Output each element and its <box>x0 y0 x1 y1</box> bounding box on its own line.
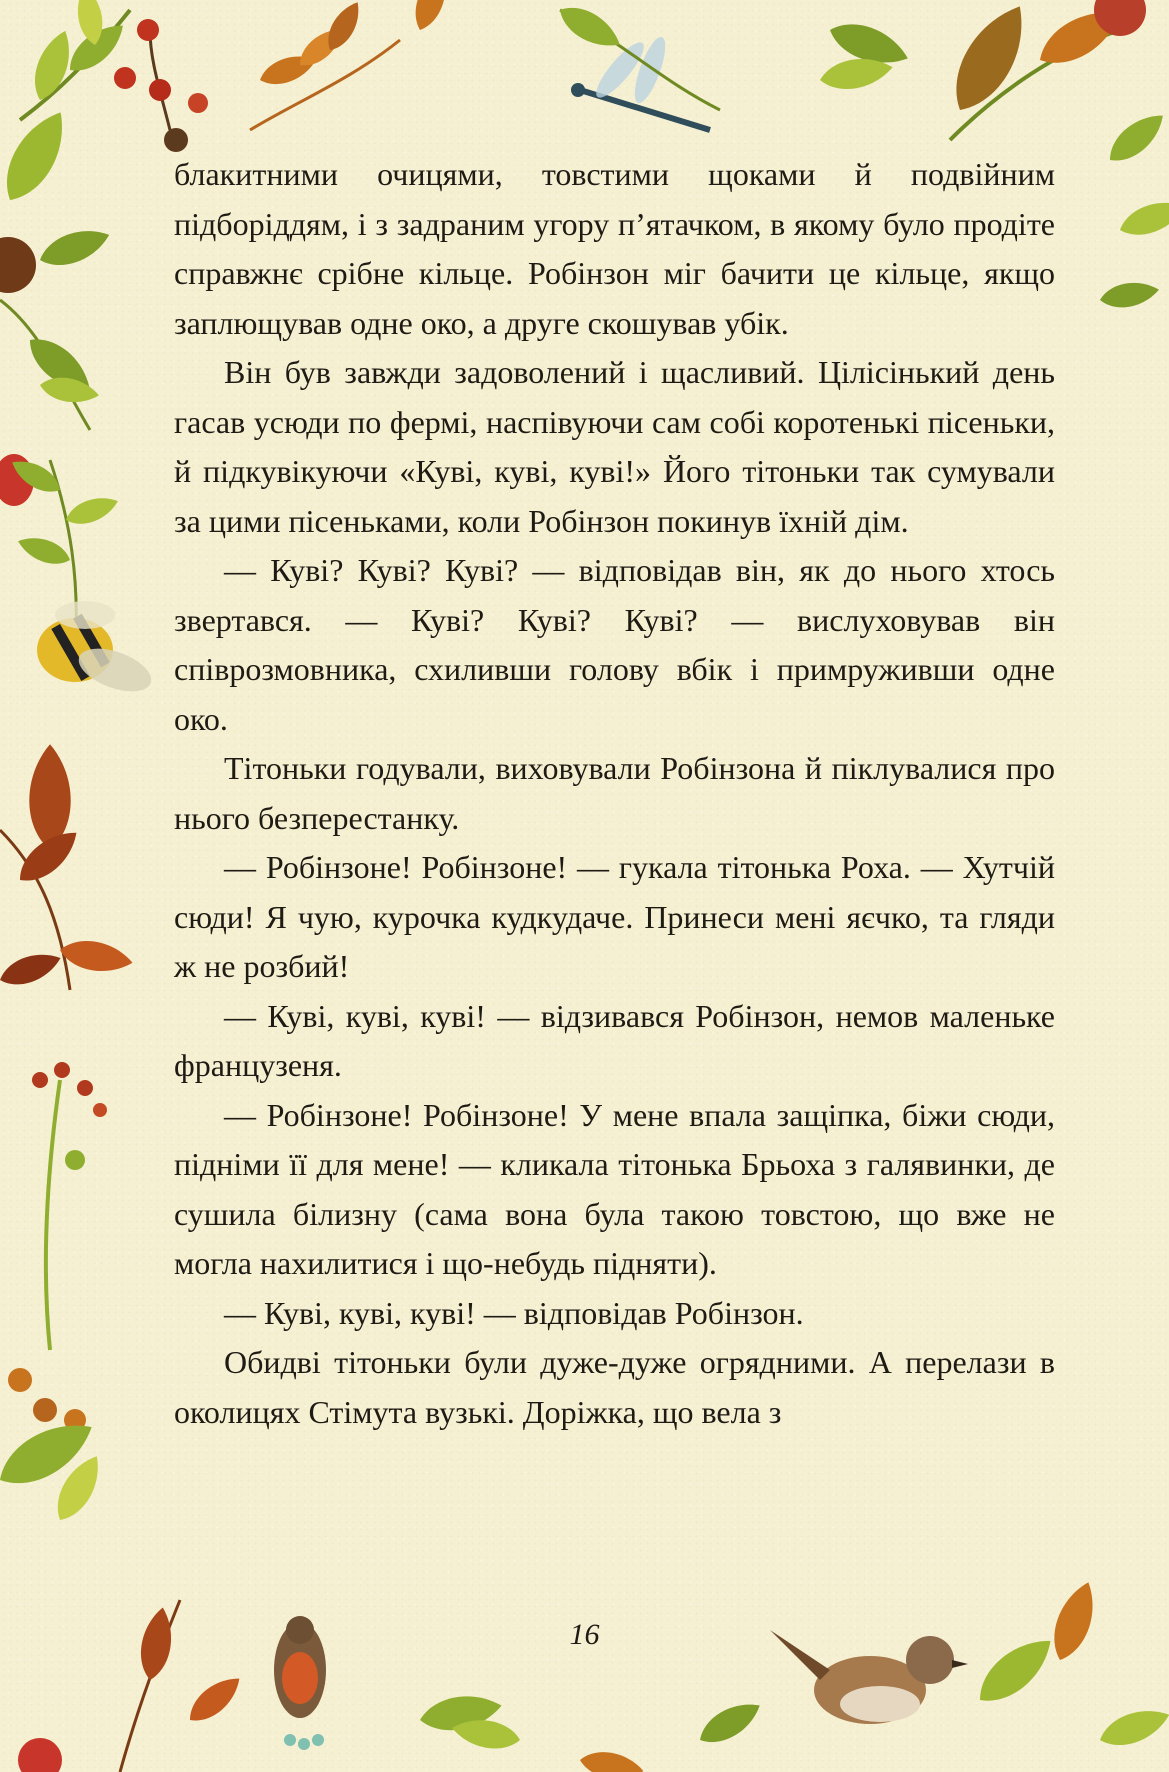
top-left-leaves <box>0 0 132 274</box>
dragonfly-illustration <box>571 34 710 130</box>
red-berries-top <box>114 19 208 152</box>
paragraph: — Куві, куві, куві! — відзивався Робінзон, немов маленьке французеня. <box>174 997 1055 1083</box>
paragraph: — Робінзоне! Робінзоне! У мене впала защіпка, біжи сюди, підніми її для мене! — кликала тітонька Брьоха з галявинки, де сушила білизну (сама вона була такою товстою, що вже не могла нахилитися і що-небудь підняти). <box>174 1096 1055 1281</box>
body-text <box>174 150 1055 1437</box>
red-flowers-left <box>0 1062 109 1772</box>
paragraph: блакитними очицями, товстими щоками й подвійним підборіддям, і з задраним угору п’ятачком, в якому було продіте справжнє срібне кільце. Робінзон міг бачити це кільце, якщо заплющував одне око, а друге скошував убік. <box>174 156 1055 341</box>
left-border-plants <box>0 237 122 650</box>
paragraph: Він був завжди задоволений і щасливий. Цілісінький день гасав усюди по фермі, наспівуючи сам собі коротенькі пісеньки, й підкувікуючи «Куві, куві, куві!» Його тітоньки так сумували за цими пісеньками, коли Робінзон покинув їхній дім. <box>174 354 1055 539</box>
paragraph: — Куві? Куві? Куві? — відповідав він, як до нього хтось звертався. — Куві? Куві? Куві? — вислуховував він співрозмовника, схиливши голову вбік і примруживши одне око. <box>174 552 1055 737</box>
autumn-leaves-left <box>0 744 135 992</box>
paragraph: Тітоньки годували, виховували Робінзона й піклувалися про нього безперестанку. <box>174 750 1055 836</box>
paragraph: Обидві тітоньки були дуже-дуже огрядними. А перелази в околицях Стімута вузькі. Доріжка, що вела з <box>174 1344 1055 1430</box>
paragraph: — Куві, куві, куві! — відповідав Робінзон. <box>224 1294 804 1331</box>
orange-sprigs-top <box>250 0 454 130</box>
page-number: 16 <box>569 1618 600 1651</box>
paragraph: — Робінзоне! Робінзоне! — гукала тітонька Роха. — Хутчій сюди! Я чую, курочка кудкудаче. Принеси мені яєчко, та гляди ж не розбий! <box>174 849 1055 984</box>
bee-illustration <box>37 601 157 700</box>
